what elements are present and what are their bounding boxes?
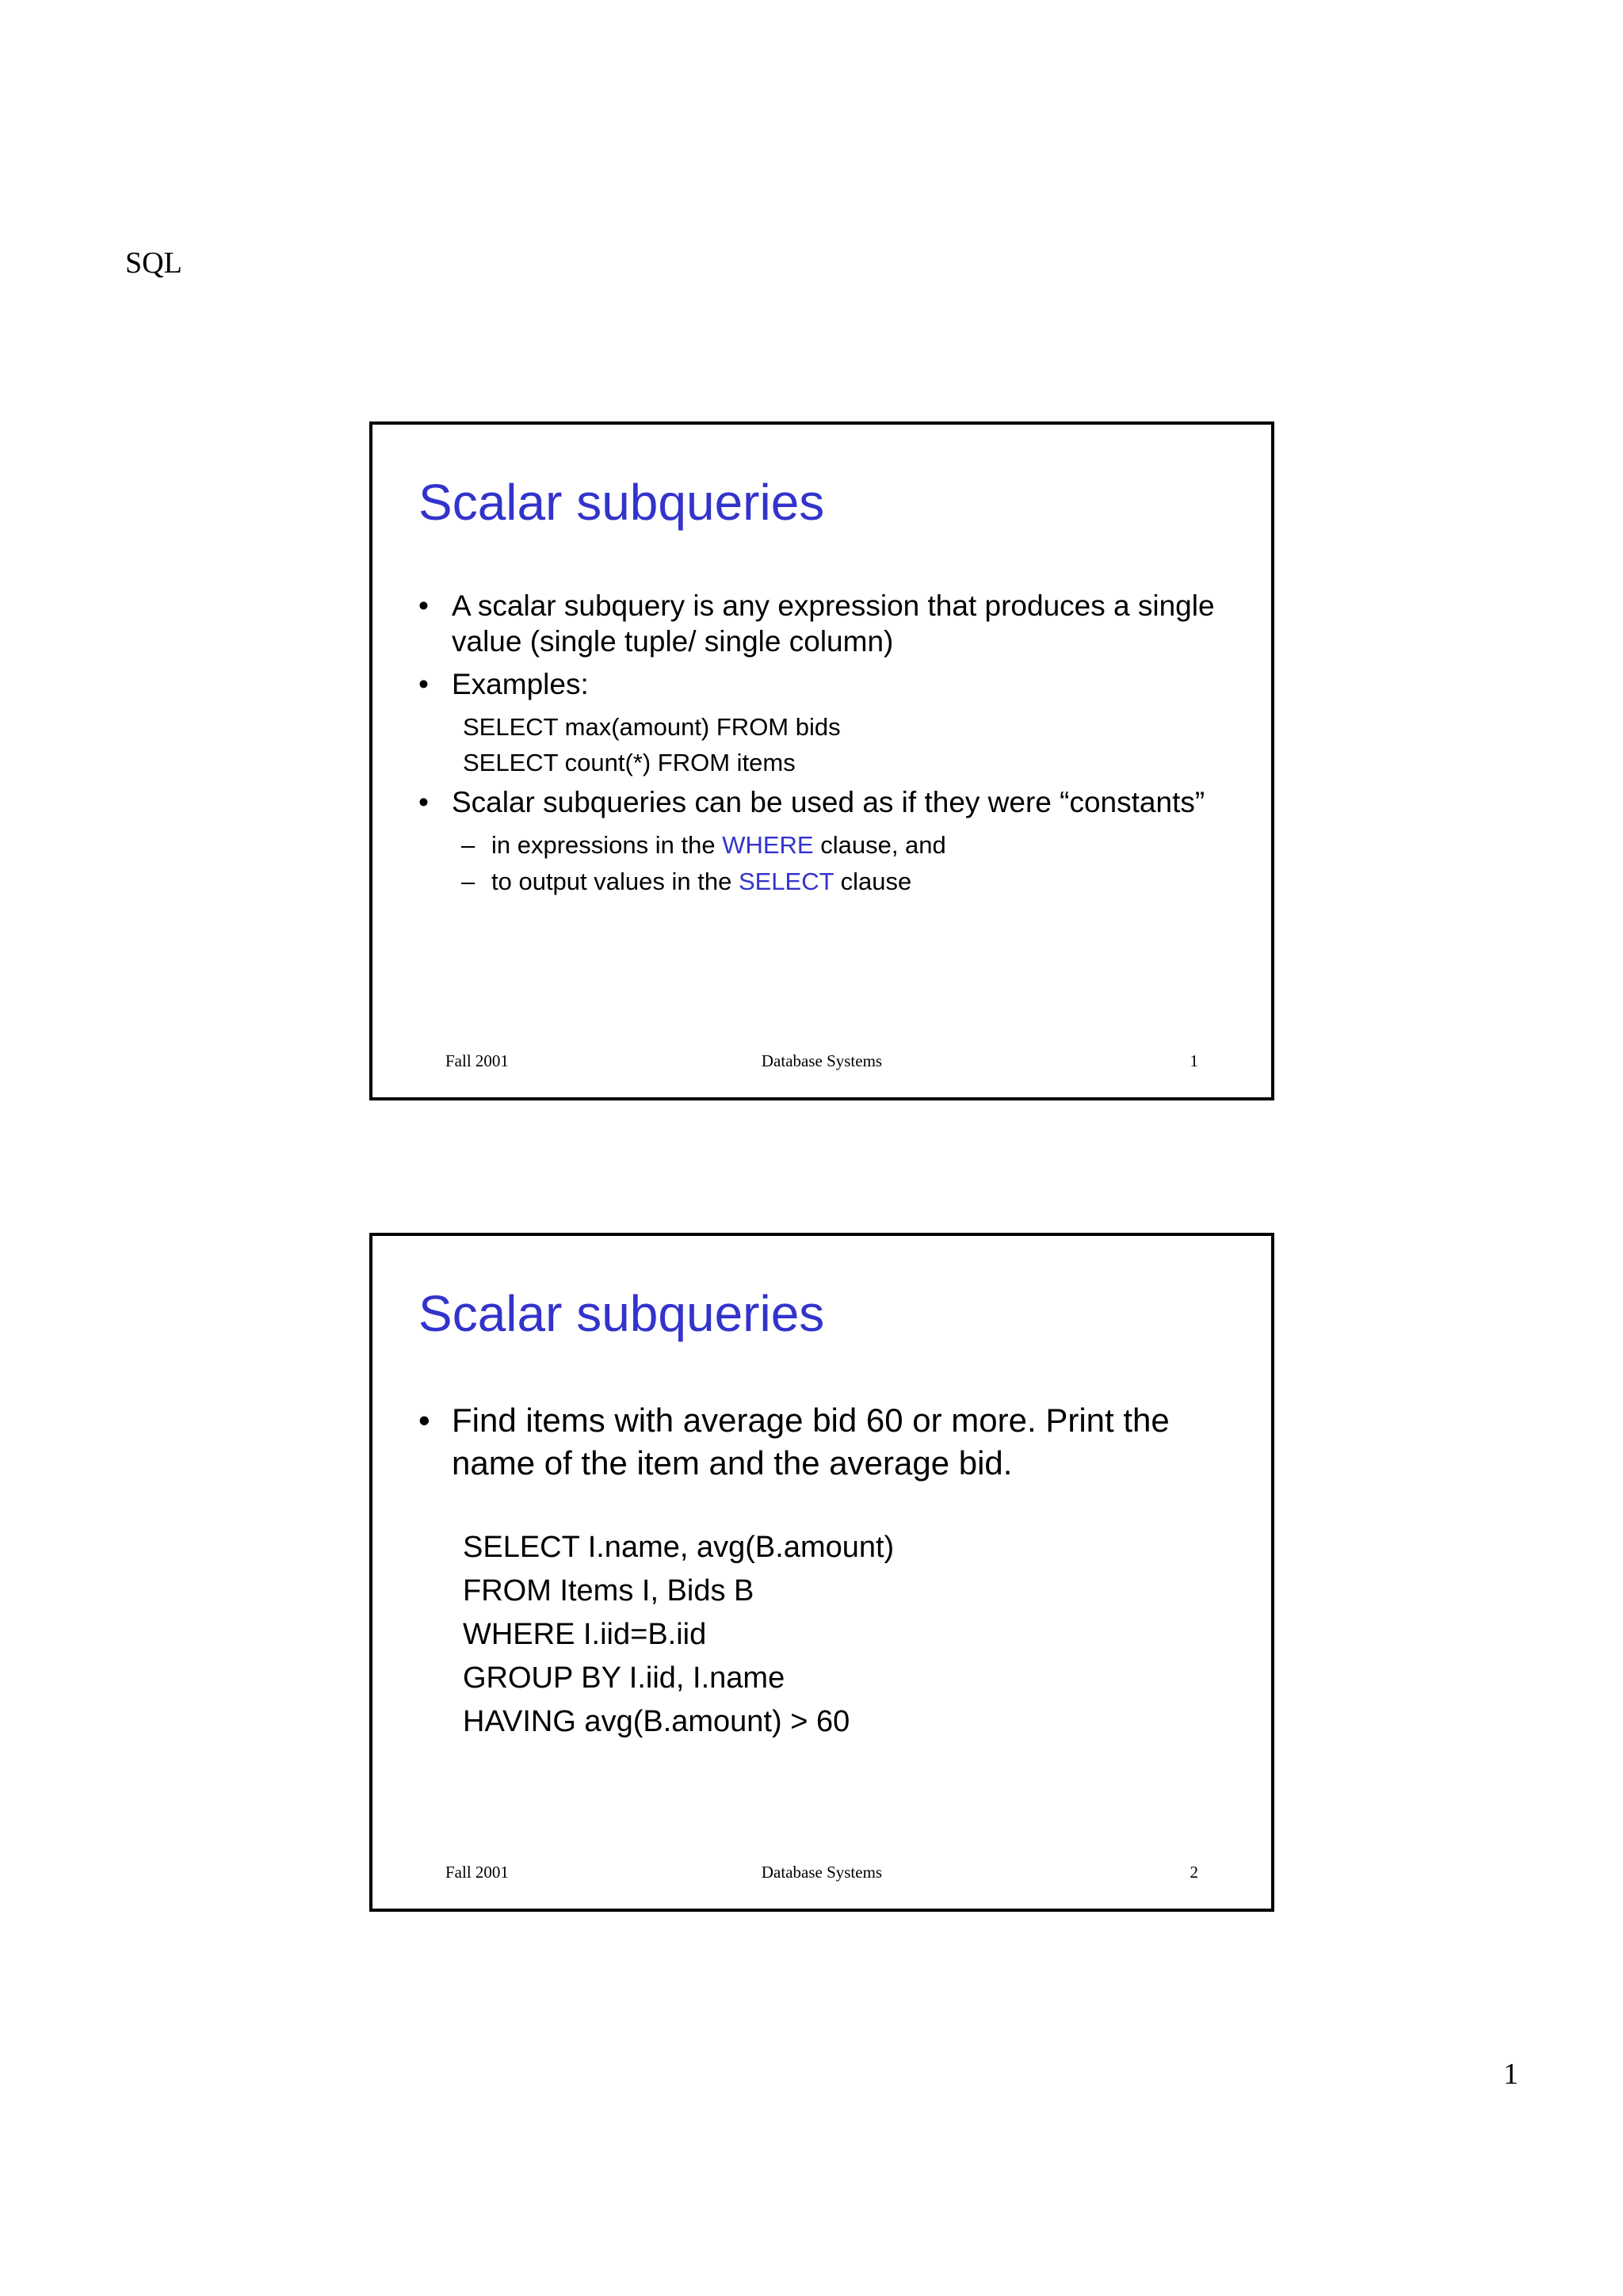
code-line: HAVING avg(B.amount) > 60 xyxy=(463,1705,850,1738)
slide-footer xyxy=(445,1049,1198,1073)
code-line: FROM Items I, Bids B xyxy=(463,1574,754,1608)
footer-date: Fall 2001 xyxy=(445,1051,509,1070)
slide-footer xyxy=(445,1860,1198,1884)
slide-1 xyxy=(369,421,1274,1100)
dash-icon: – xyxy=(461,868,475,895)
example-line: SELECT max(amount) FROM bids xyxy=(463,713,841,741)
code-line: GROUP BY I.iid, I.name xyxy=(463,1661,785,1695)
sub-item-text-after: clause xyxy=(833,868,912,895)
footer-date: Fall 2001 xyxy=(445,1863,509,1882)
examples-block xyxy=(418,709,1232,780)
bullet-item xyxy=(418,1399,1232,1485)
code-line: SELECT I.name, avg(B.amount) xyxy=(463,1531,895,1564)
bullet-item xyxy=(418,666,1232,702)
bullet-text: Find items with average bid 60 or more. Print the name of the item and the average bid. xyxy=(452,1402,1170,1482)
sub-item xyxy=(418,827,1232,864)
bullet-icon: • xyxy=(418,1402,430,1439)
dash-icon: – xyxy=(461,831,475,859)
sql-code-block xyxy=(418,1526,1232,1744)
bullet-item xyxy=(418,784,1232,820)
footer-slide-number: 1 xyxy=(1190,1051,1198,1070)
sub-item-keyword: WHERE xyxy=(722,831,814,859)
slide-title: Scalar subqueries xyxy=(418,474,825,531)
slide-body xyxy=(418,1399,1232,1744)
bullet-icon: • xyxy=(418,786,429,818)
sub-item-text-before: in expressions in the xyxy=(491,831,723,859)
page-header: SQL xyxy=(125,246,182,280)
bullet-icon: • xyxy=(418,589,429,622)
bullet-text: A scalar subquery is any expression that produces a single value (single tuple/ single column) xyxy=(452,589,1215,658)
slide-2 xyxy=(369,1233,1274,1912)
slide-body xyxy=(418,588,1232,900)
example-line: SELECT count(*) FROM items xyxy=(463,749,796,776)
sub-item-text-before: to output values in the xyxy=(491,868,739,895)
footer-slide-number: 2 xyxy=(1190,1863,1198,1882)
sub-item-text-after: clause, and xyxy=(813,831,946,859)
sub-item xyxy=(418,864,1232,900)
footer-course: Database Systems xyxy=(761,1863,883,1882)
page-number: 1 xyxy=(1503,2058,1518,2091)
bullet-item xyxy=(418,588,1232,659)
sub-item-keyword: SELECT xyxy=(738,868,834,895)
footer-course: Database Systems xyxy=(761,1051,883,1070)
slide-title: Scalar subqueries xyxy=(418,1285,825,1342)
code-line: WHERE I.iid=B.iid xyxy=(463,1618,707,1651)
bullet-text: Examples: xyxy=(452,668,589,700)
bullet-text: Scalar subqueries can be used as if they were “constants” xyxy=(452,786,1205,818)
bullet-icon: • xyxy=(418,668,429,700)
